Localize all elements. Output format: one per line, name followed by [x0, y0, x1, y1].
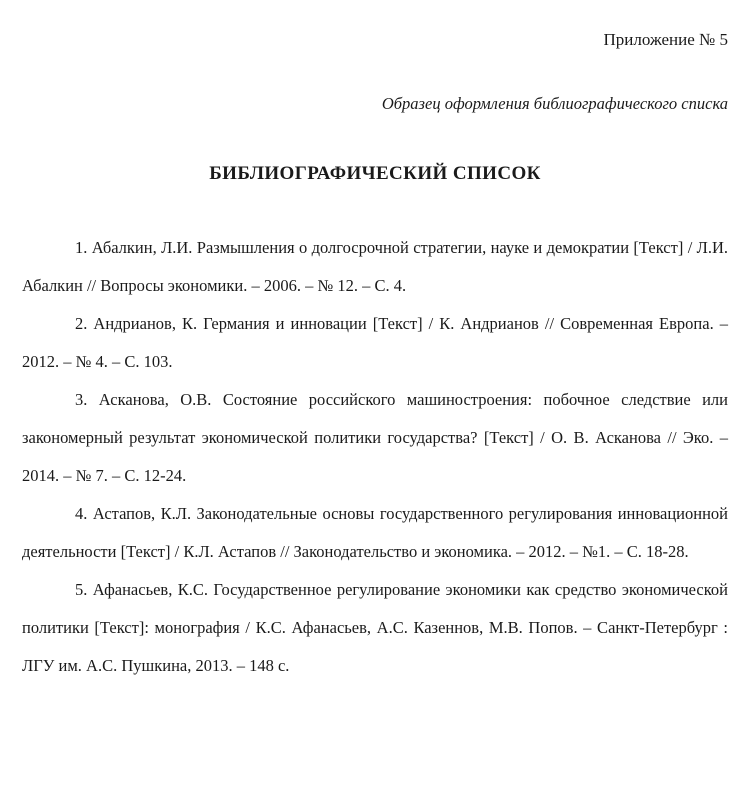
- bibliography-entry: 4. Астапов, К.Л. Законодательные основы государственного регулирования инновационной деятельности [Текст] / К.Л. Астапов // Законодательство и экономика. – 2012. – №1. – С. 18-28.: [22, 504, 728, 562]
- page-content: [22, 0, 728, 685]
- bibliography-entry: 2. Андрианов, К. Германия и инновации [Текст] / К. Андрианов // Современная Европа. – 2012. – № 4. – С. 103.: [22, 314, 728, 372]
- document-subtitle: Образец оформления библиографического списка: [381, 93, 728, 113]
- bibliography-list: [22, 229, 728, 685]
- page-title: БИБЛИОГРАФИЧЕСКИЙ СПИСОК: [209, 162, 541, 184]
- appendix-label: Приложение № 5: [603, 30, 728, 49]
- bibliography-entry: 5. Афанасьев, К.С. Государственное регулирование экономики как средство экономической политики [Текст]: монография / К.С. Афанасьев, А.С. Казеннов, М.В. Попов. – Санкт-Петербург : ЛГУ им. А.С. Пушкина, 2013. – 148 с.: [22, 580, 728, 676]
- bibliography-entry: 1. Абалкин, Л.И. Размышления о долгосрочной стратегии, науке и демократии [Текст] / Л.И. Абалкин // Вопросы экономики. – 2006. – № 12. – С. 4.: [22, 238, 728, 296]
- bibliography-entry: 3. Асканова, О.В. Состояние российского машиностроения: побочное следствие или закономерный результат экономической политики государства? [Текст] / О. В. Асканова // Эко. – 2014. – № 7. – С. 12-24.: [22, 390, 728, 486]
